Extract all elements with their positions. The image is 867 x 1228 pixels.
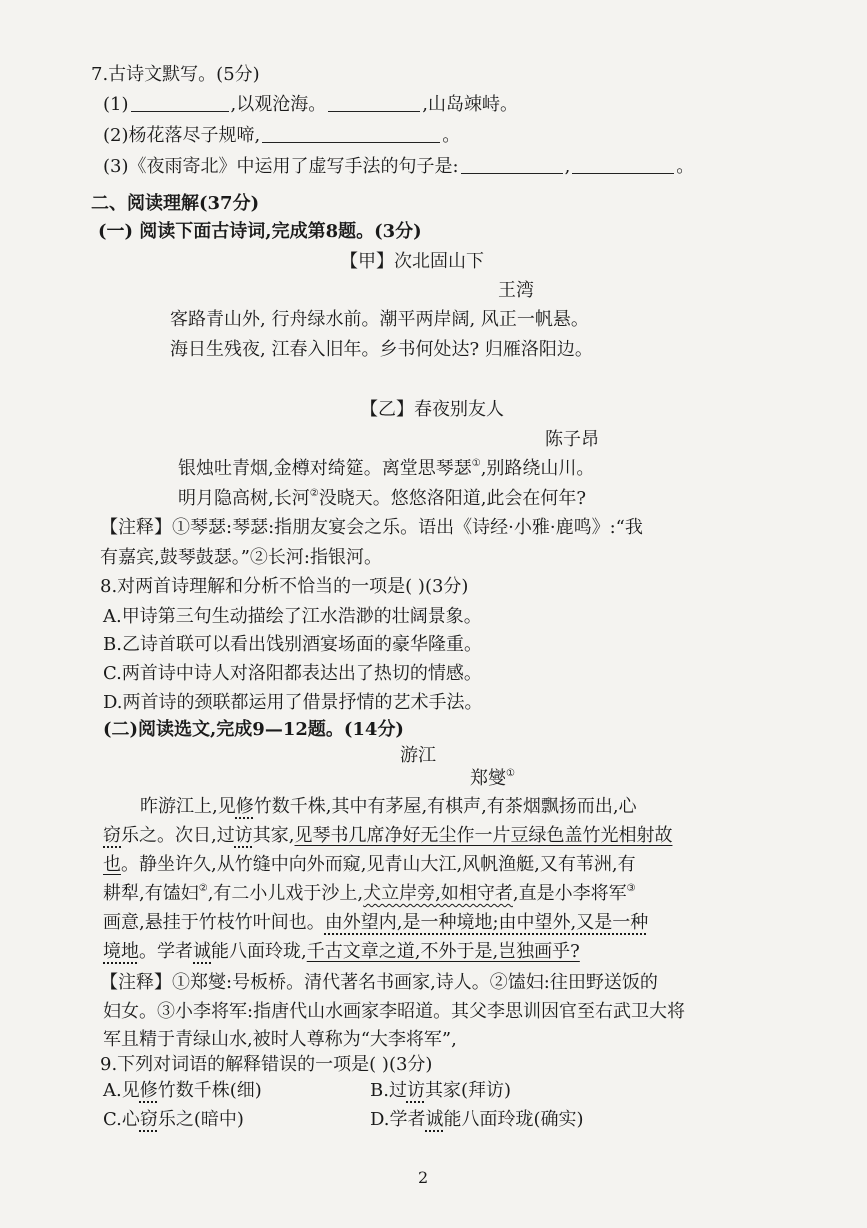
- poem-2-line-1-part-a: 银烛吐青烟,金樽对绮筵。离堂思琴瑟: [178, 458, 472, 479]
- prose-line-5: [103, 911, 648, 935]
- dotted-word: 窃: [103, 825, 121, 846]
- q7-item-1-text-b: ,山岛竦峙。: [422, 94, 518, 115]
- q7-item-3-text: (3)《夜雨寄北》中运用了虚写手法的句子是:: [103, 156, 459, 177]
- q7-item-2: [103, 124, 460, 148]
- poem-2-line-1-part-b: ,别路绕山川。: [480, 458, 595, 479]
- option-text: 其家(拜访): [424, 1080, 511, 1101]
- prose-line-6: [103, 940, 580, 964]
- option-text: A.见: [103, 1080, 140, 1101]
- poem-2-line-2: [178, 487, 586, 511]
- poem-2-line-2-part-b: 没晓天。悠悠洛阳道,此会在何年?: [318, 488, 587, 509]
- q7-item-3: [103, 155, 694, 179]
- note-2-line-1: 【注释】①郑燮:号板桥。清代著名书画家,诗人。②馌妇:往田野送饭的: [100, 972, 658, 993]
- poem-2-author: 陈子昂: [545, 429, 599, 450]
- dotted-word: 诚: [193, 941, 211, 962]
- q7-item-1: [103, 93, 518, 117]
- poem-1-line-2: 海日生残夜, 江春入旧年。乡书何处达? 归雁洛阳边。: [170, 339, 593, 360]
- wavy-underlined-phrase: 犬立岸旁,如相守者: [363, 883, 513, 904]
- prose-text: 竹数千株,其中有茅屋,有棋声,有茶烟飘扬而出,心: [253, 796, 637, 817]
- poem-2-line-1: [178, 457, 594, 481]
- footnote-marker: ③: [626, 883, 636, 894]
- prose-text: 昨游江上,见: [140, 796, 236, 817]
- prose-author-name: 郑燮: [470, 768, 506, 789]
- prose-author: [470, 767, 515, 791]
- q7-item-2-text: (2)杨花落尽子规啼,: [103, 125, 261, 146]
- q8-option-b[interactable]: B.乙诗首联可以看出饯别酒宴场面的豪华隆重。: [103, 634, 482, 655]
- poem-2-line-2-part-a: 明月隐高树,长河: [178, 488, 310, 509]
- q9-option-c[interactable]: [103, 1108, 244, 1132]
- prose-text: 耕犁,有馌妇: [103, 883, 199, 904]
- q8-stem: 8.对两首诗理解和分析不恰当的一项是( )(3分): [100, 576, 469, 597]
- prose-line-1: [140, 795, 637, 819]
- prose-line-2: [103, 824, 672, 848]
- q7-item-3-end: 。: [676, 156, 695, 177]
- underlined-sentence: 千古文章之道,不外于是,岂独画乎?: [306, 941, 580, 962]
- prose-line-3: [103, 853, 636, 877]
- answer-blank[interactable]: [572, 155, 674, 174]
- option-text: B.过: [370, 1080, 407, 1101]
- prose-title: 游江: [400, 745, 436, 766]
- prose-line-4: [103, 882, 636, 906]
- dotted-word: 诚: [425, 1109, 444, 1130]
- poem-1-title: 【甲】次北固山下: [340, 251, 484, 272]
- option-text: C.心: [103, 1109, 140, 1130]
- footnote-marker: ①: [471, 458, 481, 469]
- note-2-line-2: 妇女。③小李将军:指唐代山水画家李昭道。其父李思训因官至右武卫大将: [103, 1001, 686, 1022]
- dotted-word: 窃: [139, 1109, 158, 1130]
- poem-2-title: 【乙】春夜别友人: [360, 399, 504, 420]
- q9-option-d[interactable]: [370, 1108, 584, 1132]
- answer-blank[interactable]: [328, 93, 420, 112]
- prose-text: ,直是小李将军: [512, 883, 627, 904]
- option-text: D.学者: [370, 1109, 426, 1130]
- q7-title: 7.古诗文默写。(5分): [91, 64, 260, 85]
- q9-option-b[interactable]: [370, 1079, 511, 1103]
- answer-blank[interactable]: [461, 155, 563, 174]
- prose-text: 。静坐许久,从竹缝中向外而窥,见青山大江,风帆渔艇,又有苇洲,有: [121, 854, 636, 875]
- dotted-word: 访: [406, 1080, 425, 1101]
- answer-blank[interactable]: [262, 124, 440, 143]
- q7-item-1-text-a: ,以观沧海。: [230, 94, 327, 115]
- footnote-marker: ①: [506, 768, 515, 779]
- note-1-line-1: 【注释】①琴瑟:琴瑟:指朋友宴会之乐。语出《诗经·小雅·鹿鸣》:“我: [100, 517, 643, 538]
- poem-1-author: 王湾: [498, 280, 534, 301]
- prose-text: 能八面玲珑,: [211, 941, 307, 962]
- prose-text: 。学者: [139, 941, 193, 962]
- q9-stem: 9.下列对词语的解释错误的一项是( )(3分): [100, 1054, 433, 1075]
- q8-option-c[interactable]: C.两首诗中诗人对洛阳都表达出了热切的情感。: [103, 663, 482, 684]
- dotted-word: 修: [235, 796, 254, 817]
- q7-item-1-number: (1): [103, 94, 129, 115]
- dotted-sentence: 境地: [103, 941, 139, 962]
- prose-text: 画意,悬挂于竹枝竹叶间也。: [103, 912, 325, 933]
- q7-item-3-comma: ,: [564, 156, 571, 177]
- answer-blank[interactable]: [131, 93, 229, 112]
- prose-text: 其家,: [252, 825, 295, 846]
- dotted-word: 访: [234, 825, 253, 846]
- option-text: 乐之(暗中): [157, 1109, 244, 1130]
- q9-option-a[interactable]: [103, 1079, 262, 1103]
- section-2-title: 二、阅读理解(37分): [91, 193, 260, 214]
- note-1-line-2: 有嘉宾,鼓琴鼓瑟。”②长河:指银河。: [100, 547, 382, 568]
- note-2-line-3: 军且精于青绿山水,被时人尊称为“大李将军”,: [103, 1029, 457, 1050]
- subsection-2-title: (二)阅读选文,完成9—12题。(14分): [103, 719, 404, 740]
- q8-option-a[interactable]: A.甲诗第三句生动描绘了江水浩渺的壮阔景象。: [103, 606, 482, 627]
- poem-1-line-1: 客路青山外, 行舟绿水前。潮平两岸阔, 风正一帆悬。: [170, 309, 589, 330]
- dotted-sentence: 由外望内,是一种境地;由中望外,又是一种: [324, 912, 649, 933]
- footnote-marker: ②: [198, 883, 208, 894]
- q8-option-d[interactable]: D.两首诗的颈联都运用了借景抒情的艺术手法。: [103, 692, 483, 713]
- underlined-sentence: 也: [103, 854, 121, 875]
- underlined-sentence: 见琴书几席净好无尘作一片豆绿色盖竹光相射故: [294, 825, 673, 846]
- prose-text: 乐之。次日,过: [121, 825, 235, 846]
- subsection-1-title: (一) 阅读下面古诗词,完成第8题。(3分): [98, 221, 422, 242]
- footnote-marker: ②: [309, 488, 319, 499]
- dotted-word: 修: [139, 1080, 158, 1101]
- q7-item-2-end: 。: [442, 125, 461, 146]
- prose-text: ,有二小儿戏于沙上,: [207, 883, 364, 904]
- option-text: 能八面玲珑(确实): [443, 1109, 584, 1130]
- page-number: 2: [418, 1168, 429, 1187]
- option-text: 竹数千株(细): [157, 1080, 262, 1101]
